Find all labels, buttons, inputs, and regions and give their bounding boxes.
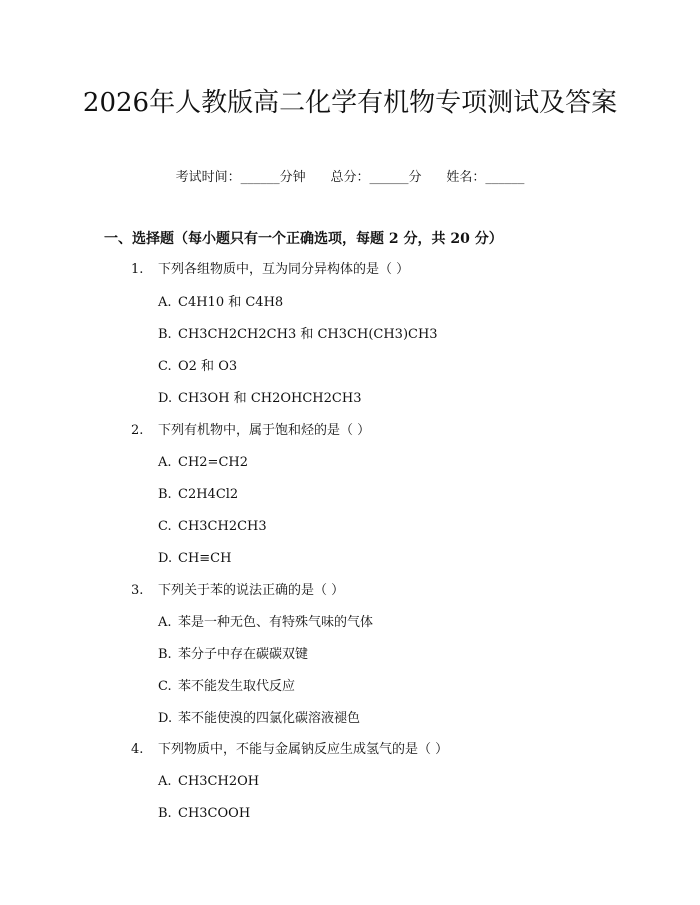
option-letter: B. — [158, 487, 172, 502]
question-text: 下列有机物中，属于饱和烃的是（ ） — [158, 423, 371, 438]
option-text: CH3CH2CH2CH3 和 CH3CH(CH3)CH3 — [178, 327, 438, 342]
option-text: 苯不能发生取代反应 — [178, 679, 296, 694]
option-letter: A. — [158, 774, 172, 789]
question-number: 1. — [131, 262, 144, 277]
option-letter: C. — [158, 519, 172, 534]
option-letter: A. — [158, 615, 172, 630]
option-item — [158, 453, 248, 473]
option-text: C2H4Cl2 — [178, 487, 239, 502]
time-unit: 分钟 — [279, 170, 306, 185]
option-item — [158, 517, 267, 537]
option-item — [158, 677, 295, 697]
time-blank: ______ — [240, 170, 280, 185]
option-item — [158, 709, 360, 729]
question-number: 3. — [131, 583, 144, 598]
score-label: 总分： — [330, 170, 370, 185]
question-text: 下列物质中，不能与金属钠反应生成氢气的是（ ） — [158, 742, 449, 757]
option-item — [158, 357, 237, 377]
option-letter: C. — [158, 679, 172, 694]
option-letter: C. — [158, 359, 172, 374]
option-item — [158, 485, 238, 505]
option-letter: B. — [158, 806, 172, 821]
document-title: 2026年人教版高二化学有机物专项测试及答案 — [82, 88, 618, 118]
option-letter: A. — [158, 295, 172, 310]
name-blank: ______ — [485, 170, 525, 185]
option-text: C4H10 和 C4H8 — [178, 295, 284, 310]
score-unit: 分 — [408, 170, 422, 185]
option-item — [158, 772, 259, 792]
option-text: CH3CH2CH3 — [178, 519, 267, 534]
option-text: 苯分子中存在碳碳双键 — [178, 647, 309, 662]
question-number: 2. — [131, 423, 144, 438]
option-text: 苯是一种无色、有特殊气味的气体 — [178, 615, 374, 630]
option-item — [158, 325, 438, 345]
option-item — [158, 804, 250, 824]
section-heading: 一、选择题（每小题只有一个正确选项，每题 2 分，共 20 分） — [104, 231, 503, 247]
option-text: CH3OH 和 CH2OHCH2CH3 — [178, 391, 362, 406]
option-letter: D. — [158, 551, 173, 566]
option-letter: D. — [158, 711, 173, 726]
option-item — [158, 645, 308, 665]
option-item — [158, 293, 283, 313]
score-blank: ______ — [369, 170, 409, 185]
option-letter: B. — [158, 327, 172, 342]
option-item — [158, 549, 231, 569]
option-item — [158, 613, 373, 633]
question-text: 下列各组物质中，互为同分异构体的是（ ） — [158, 262, 410, 277]
exam-info-line — [0, 168, 700, 188]
option-item — [158, 389, 361, 409]
option-text: CH3CH2OH — [178, 774, 260, 789]
option-text: CH3COOH — [178, 806, 251, 821]
option-text: O2 和 O3 — [178, 359, 238, 374]
option-text: CH2=CH2 — [178, 455, 249, 470]
question-text: 下列关于苯的说法正确的是（ ） — [158, 583, 345, 598]
option-letter: D. — [158, 391, 173, 406]
option-text: 苯不能使溴的四氯化碳溶液褪色 — [178, 711, 361, 726]
option-letter: B. — [158, 647, 172, 662]
question-number: 4. — [131, 742, 144, 757]
time-label: 考试时间： — [175, 170, 241, 185]
option-text: CH≡CH — [178, 551, 232, 566]
name-label: 姓名： — [446, 170, 486, 185]
option-letter: A. — [158, 455, 172, 470]
